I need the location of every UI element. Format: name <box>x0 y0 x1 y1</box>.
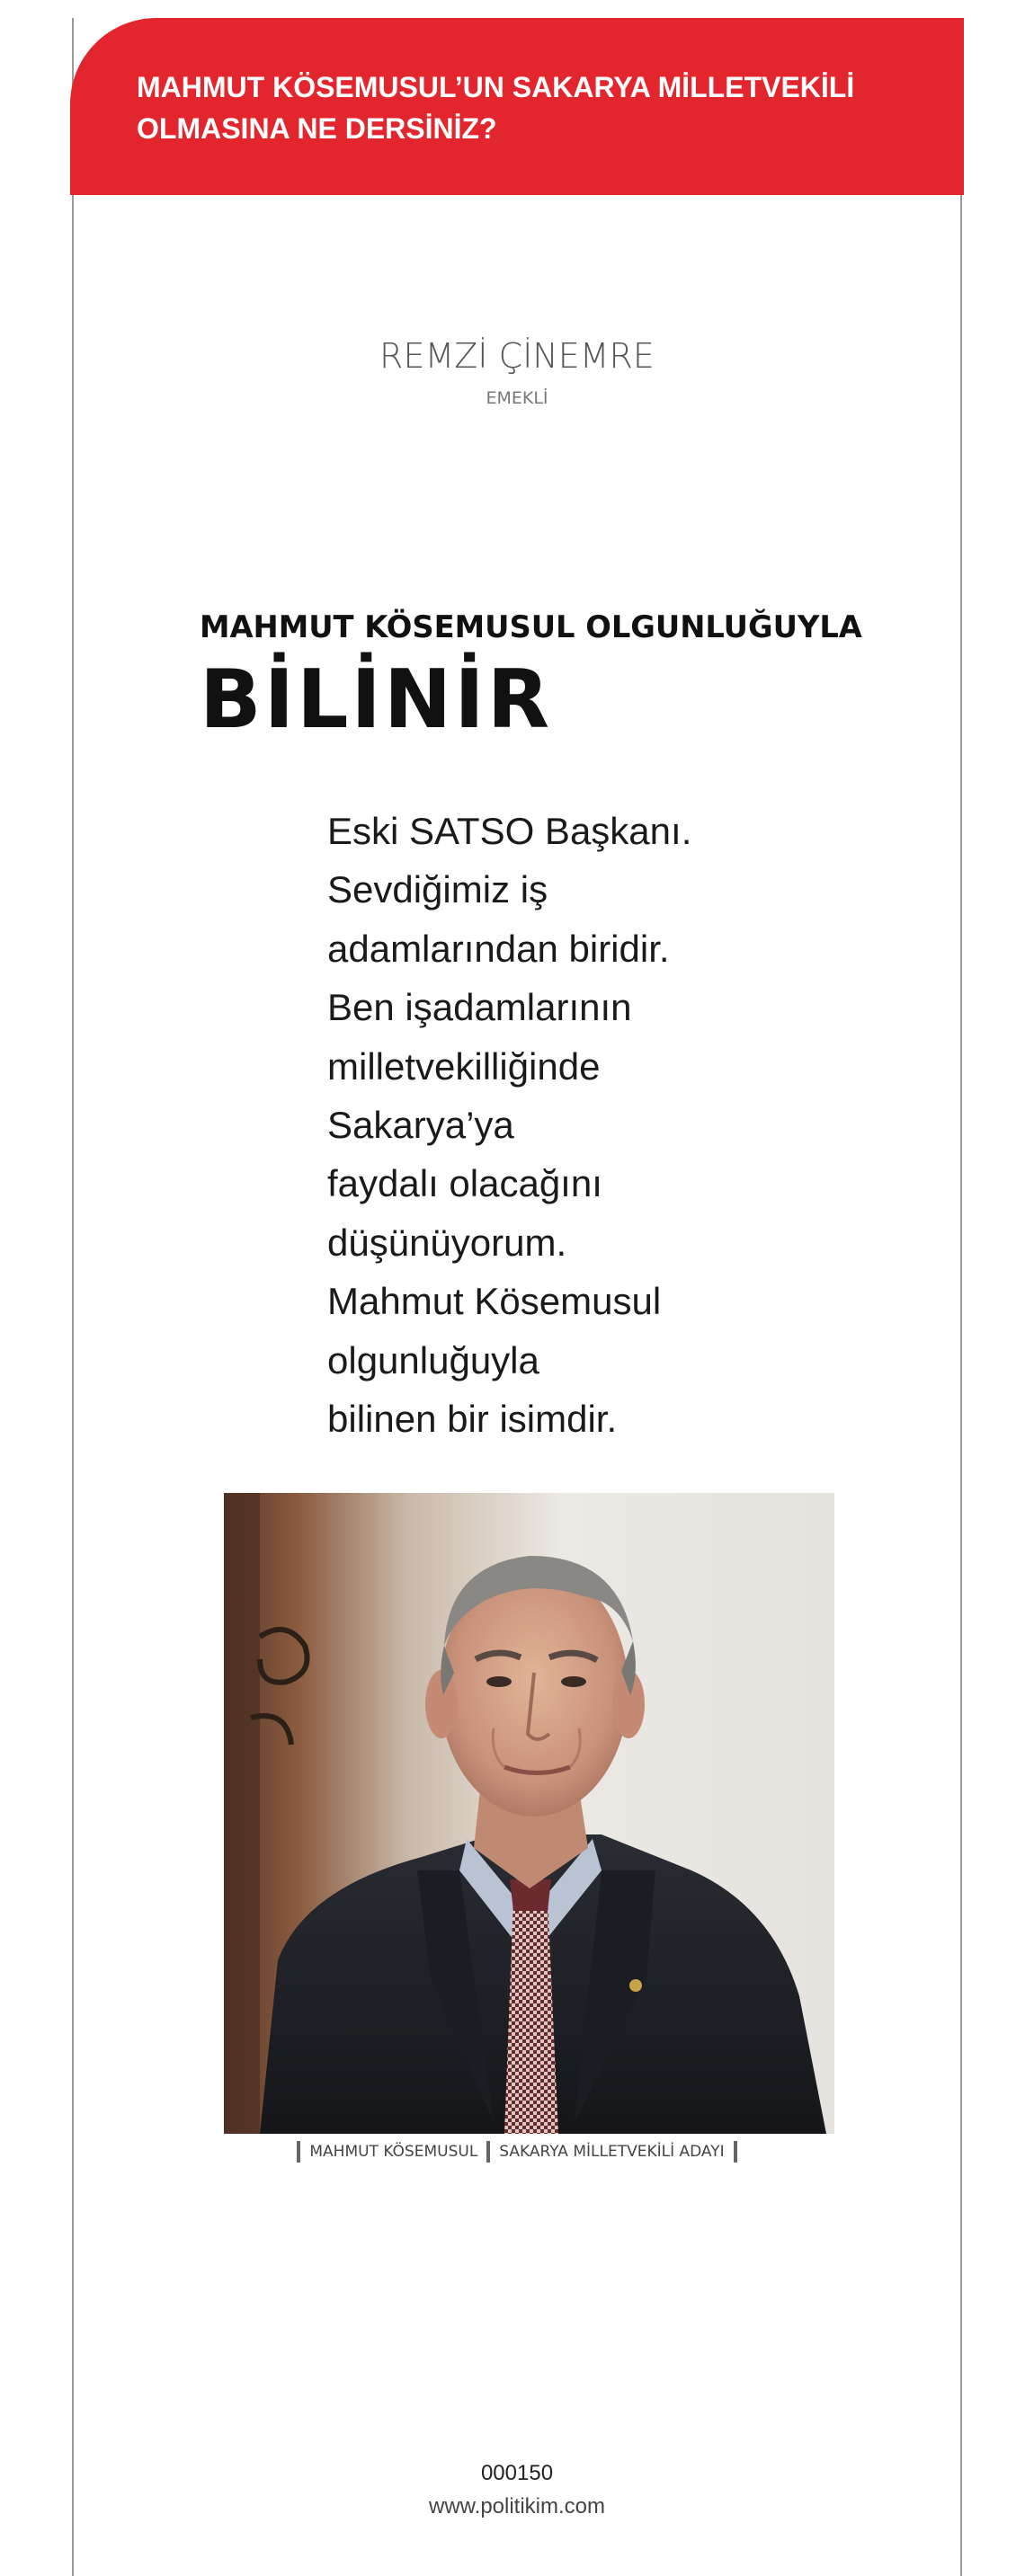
headline-line-2: BİLİNİR <box>200 653 553 747</box>
body-line: Sakarya’ya <box>327 1104 514 1147</box>
caption-separator <box>734 2141 737 2163</box>
author-role: EMEKLİ <box>486 388 548 408</box>
body-line: Mahmut Kösemusul <box>327 1280 662 1323</box>
body-line: milletvekilliğinde <box>327 1044 601 1088</box>
photo-caption <box>0 2141 1034 2163</box>
banner-title <box>137 67 946 149</box>
banner-title-line-2: OLMASINA NE DERSİNİZ? <box>137 112 497 145</box>
headline-line-1: MAHMUT KÖSEMUSUL OLGUNLUĞUYLA <box>200 609 862 645</box>
body-line: düşünüyorum. <box>327 1221 567 1264</box>
body-line: bilinen bir isimdir. <box>327 1398 618 1441</box>
page-code: 000150 <box>480 2461 554 2485</box>
portrait-illustration <box>224 1493 834 2134</box>
caption-separator <box>297 2141 300 2163</box>
caption-name: MAHMUT KÖSEMUSUL <box>309 2143 478 2161</box>
website-url: www.politikim.com <box>428 2494 606 2518</box>
body-line: Sevdiğimiz iş <box>327 868 548 911</box>
body-line: adamlarından biridir. <box>327 927 670 970</box>
caption-title: SAKARYA MİLLETVEKİLİ ADAYI <box>499 2143 725 2161</box>
portrait-photo <box>224 1493 834 2134</box>
author-name: REMZİ ÇİNEMRE <box>379 336 655 376</box>
banner-title-line-1: MAHMUT KÖSEMUSUL’UN SAKARYA MİLLETVEKİLİ <box>137 71 855 103</box>
body-line: faydalı olacağını <box>327 1162 602 1205</box>
caption-separator <box>486 2141 490 2163</box>
body-line: olgunluğuyla <box>327 1338 539 1381</box>
body-line: Ben işadamlarının <box>327 986 632 1029</box>
body-line: Eski SATSO Başkanı. <box>327 810 692 852</box>
body-text <box>327 802 831 1448</box>
